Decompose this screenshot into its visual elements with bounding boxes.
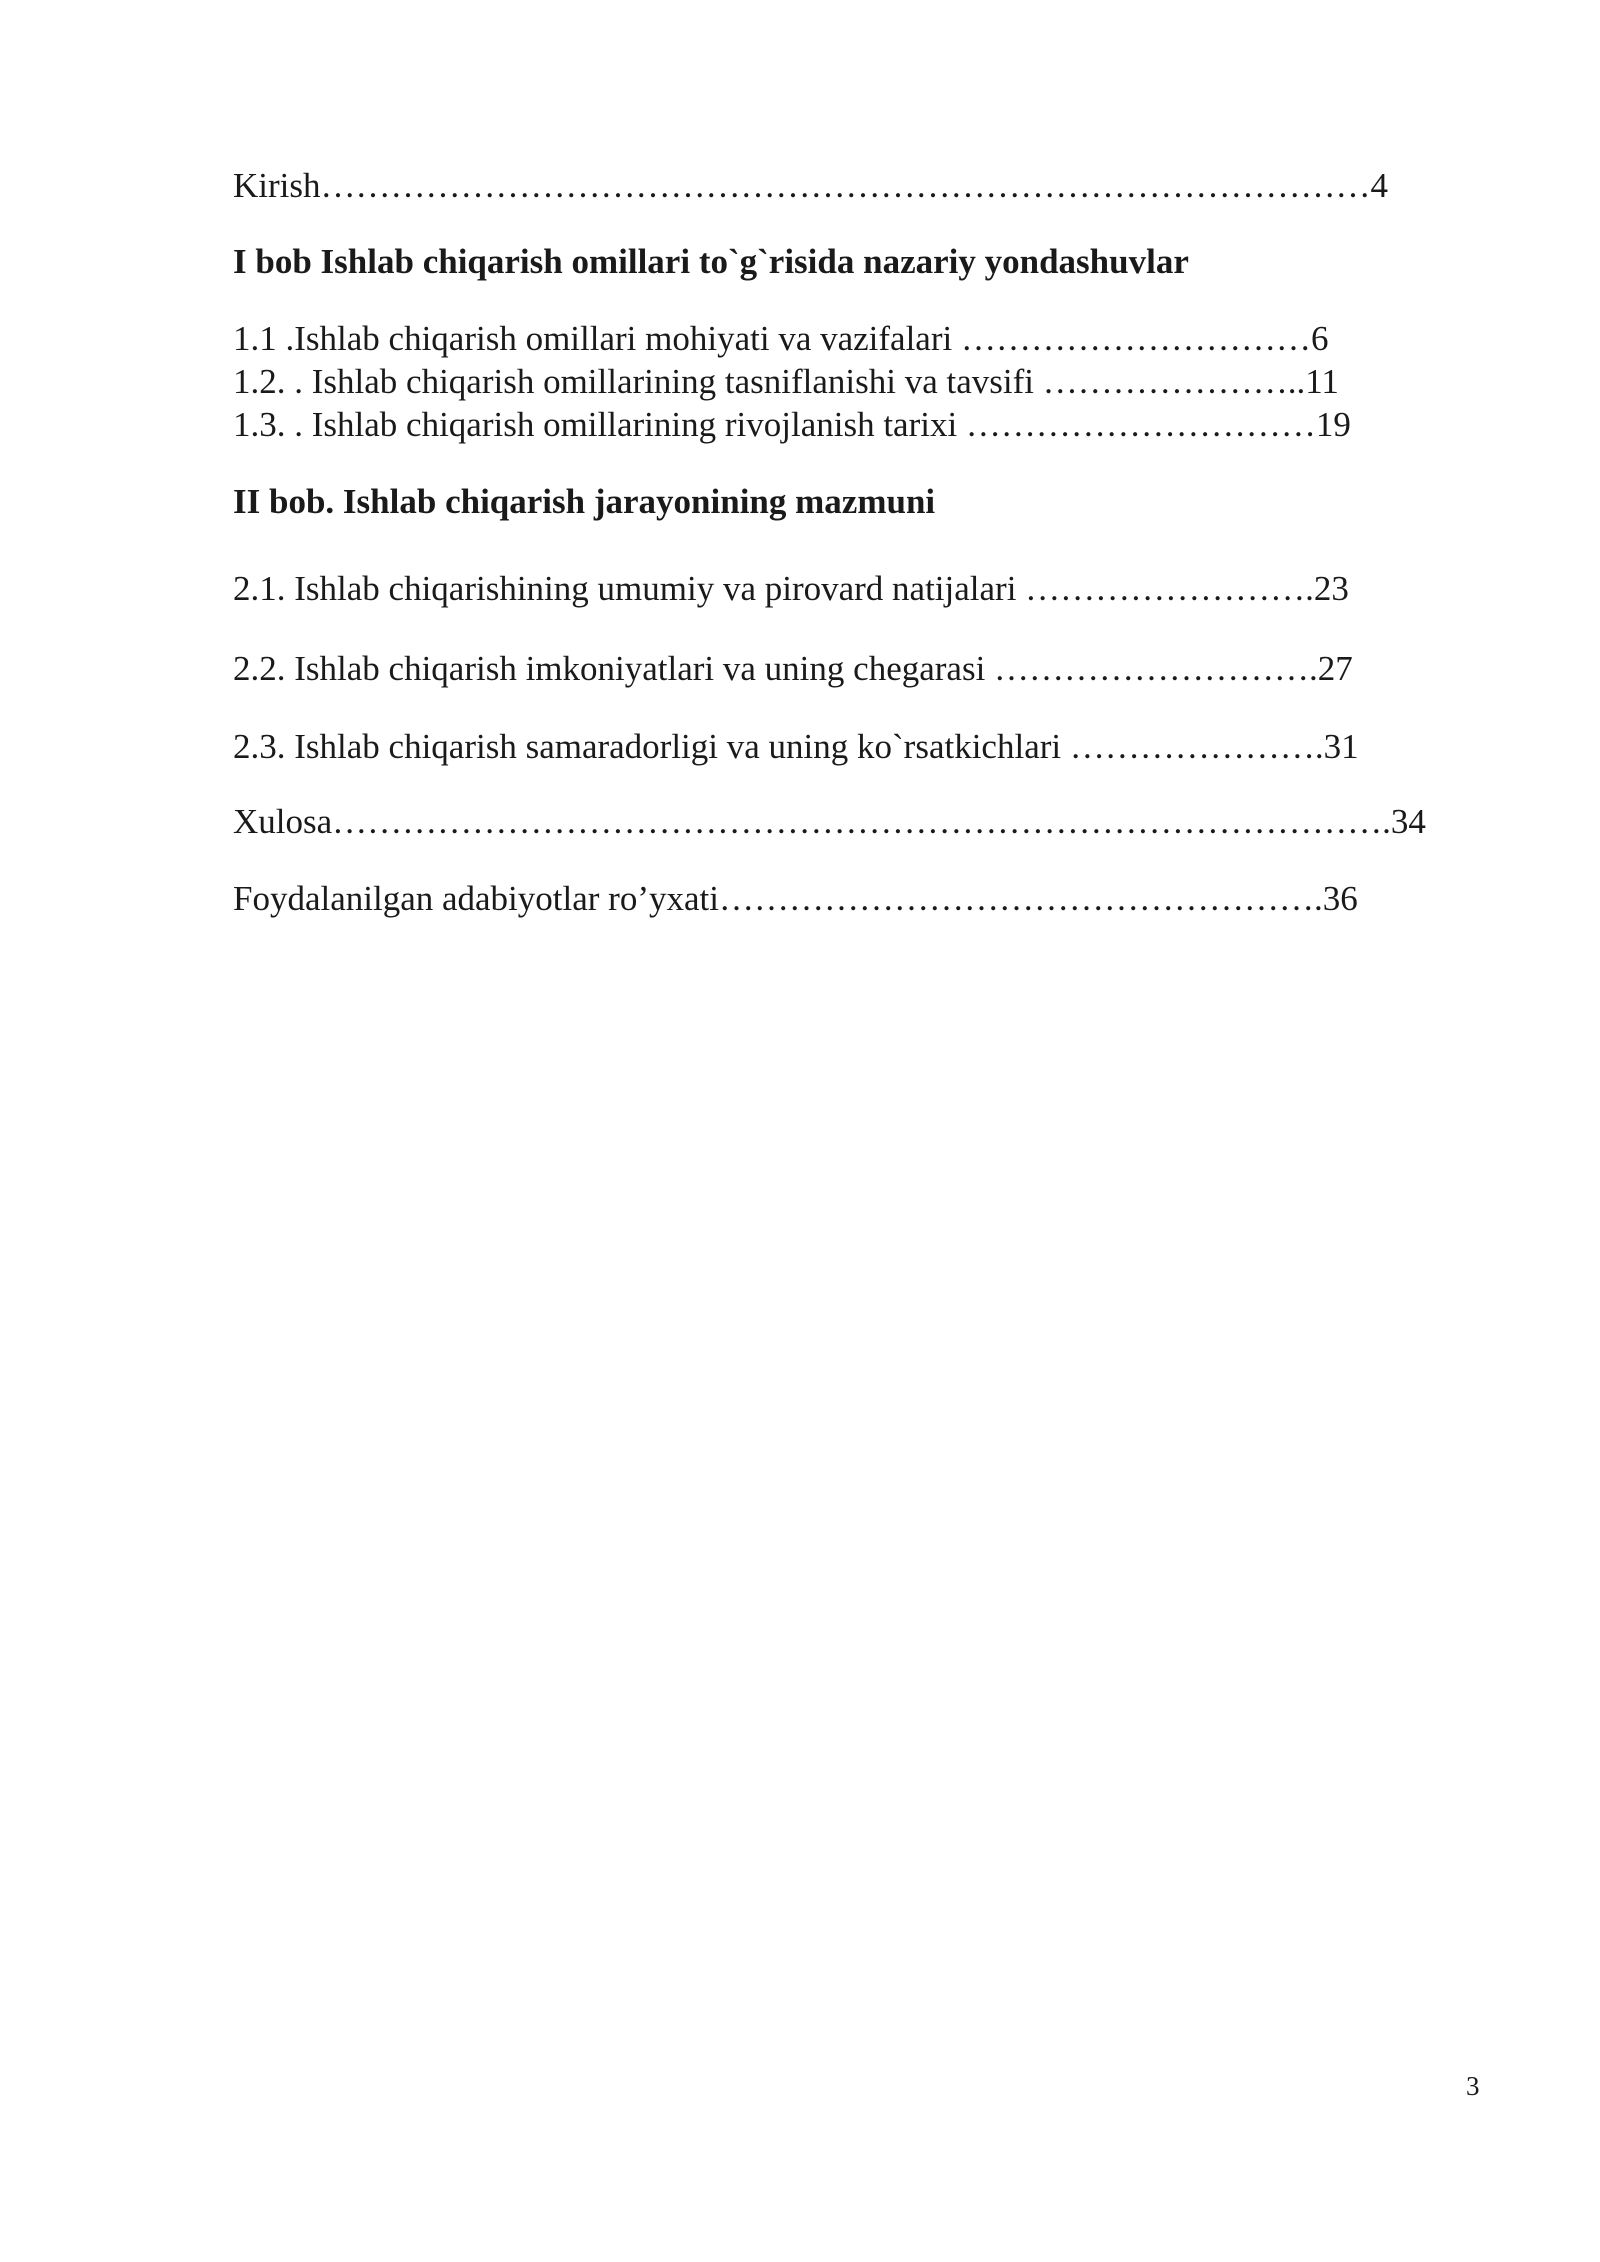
toc-entry-2-1: 2.1. Ishlab chiqarishining umumiy va pirovard natijalari …………………….23 [233,569,1349,608]
page-number: 3 [1466,2071,1480,2101]
toc-entry-2-3: 2.3. Ishlab chiqarish samaradorligi va uning ko`rsatkichlari ………………….31 [233,727,1359,766]
toc-chapter-2-title: II bob. Ishlab chiqarish jarayonining mazmuni [233,482,936,521]
toc-chapter-1-title: I bob Ishlab chiqarish omillari to`g`risida nazariy yondashuvlar [233,242,1189,281]
toc-entry-2-2: 2.2. Ishlab chiqarish imkoniyatlari va uning chegarasi ……………………….27 [233,649,1353,688]
toc-entry-1-1: 1.1 .Ishlab chiqarish omillari mohiyati va vazifalari …………………………6 [233,319,1329,358]
toc-entry-1-2: 1.2. . Ishlab chiqarish omillarining tasniflanishi va tavsifi …………………..11 [233,362,1339,401]
toc-entry-conclusion: Xulosa……………………………………………………………………………….34 [233,802,1426,841]
toc-entry-references: Foydalanilgan adabiyotlar ro’yxati…………………………………………….36 [233,879,1358,918]
toc-entry-1-3: 1.3. . Ishlab chiqarish omillarining rivojlanish tarixi …………………………19 [233,405,1351,444]
toc-entry-intro: Kirish………………………………………………………………………………4 [233,166,1388,205]
